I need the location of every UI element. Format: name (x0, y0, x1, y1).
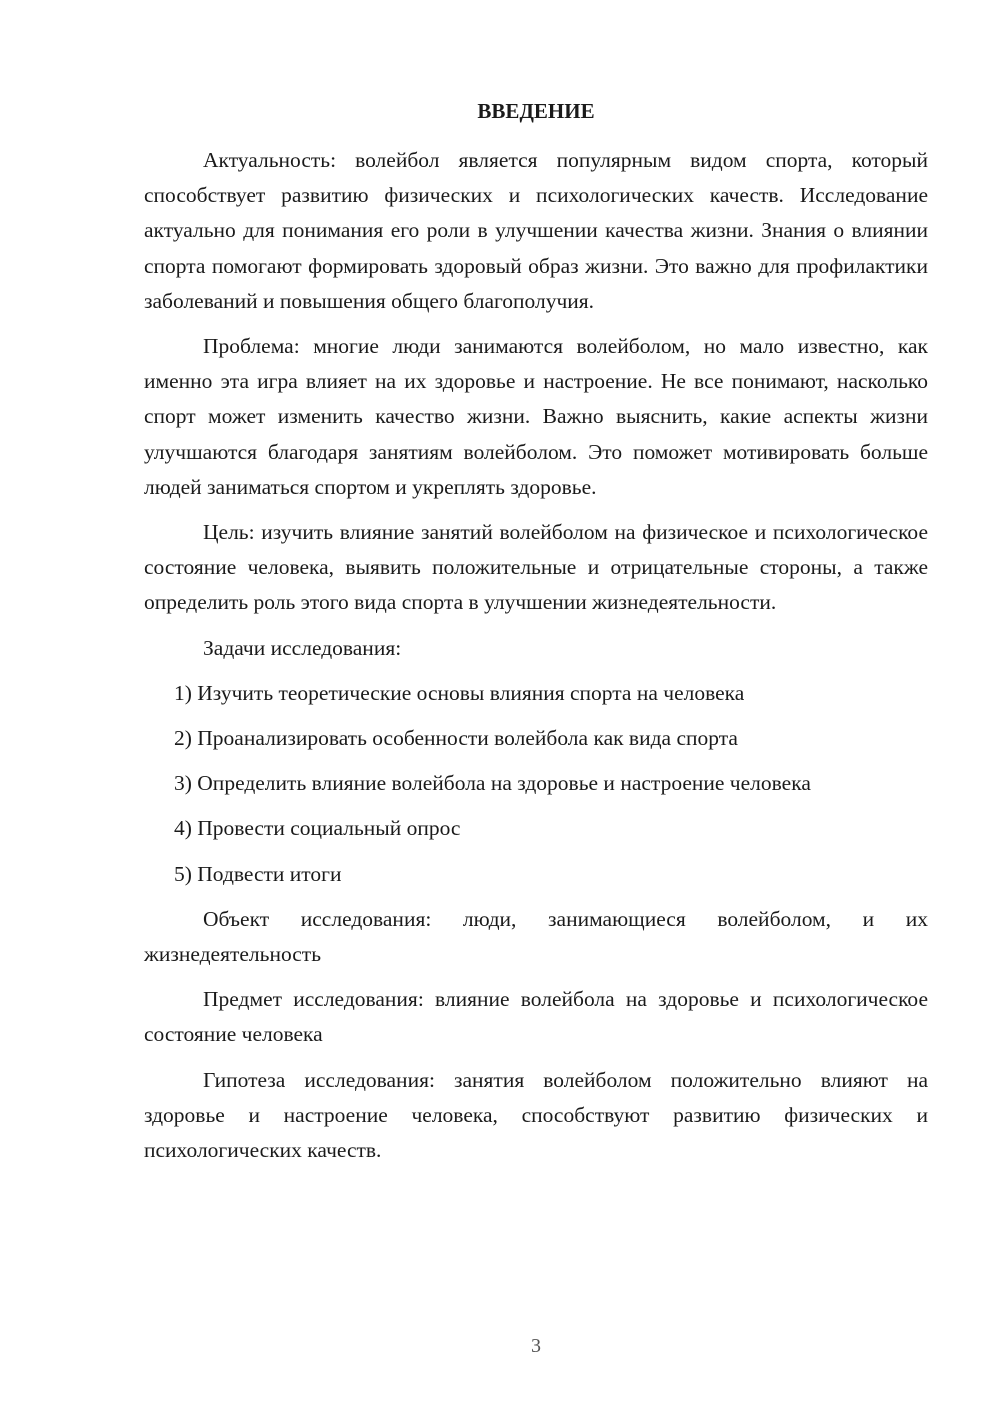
list-item: 1) Изучить теоретические основы влияния спорта на человека (174, 680, 745, 705)
tasks-list (144, 676, 928, 892)
list-item: 4) Провести социальный опрос (174, 816, 461, 841)
list-item: 2) Проанализировать особенности волейбола как вида спорта (174, 726, 738, 751)
tasks-heading: Задачи исследования: (203, 635, 402, 660)
document-body (144, 143, 928, 1178)
page-number: 3 (531, 1335, 541, 1357)
paragraph-object: Объект исследования: люди, занимающиеся волейболом, и их жизнедеятельность (144, 906, 928, 967)
list-item: 3) Определить влияние волейбола на здоровье и настроение человека (174, 771, 811, 796)
document-page (144, 0, 928, 1414)
list-item: 5) Подвести итоги (174, 861, 342, 886)
paragraph-goal: Цель: изучить влияние занятий волейболом на физическое и психологическое состояние человека, выявить положительные и отрицательные стороны, а также определить роль этого вида спорта в улучшении жизнедеятельности. (144, 520, 928, 615)
paragraph-subject: Предмет исследования: влияние волейбола на здоровье и психологическое состояние человека (144, 987, 928, 1047)
page-title: ВВЕДЕНИЕ (477, 99, 595, 123)
paragraph-relevance: Актуальность: волейбол является популярным видом спорта, который способствует развитию физических и психологических качеств. Исследование актуально для понимания его роли в улучшении качества жизни. Знания о влиянии спорта помогают формировать здоровый образ жизни. Это важно для профилактики заболеваний и повышения общего благополучия. (144, 148, 928, 313)
paragraph-problem: Проблема: многие люди занимаются волейболом, но мало известно, как именно эта игра влияет на их здоровье и настроение. Не все понимают, насколько спорт может изменить качество жизни. Важно выяснить, какие аспекты жизни улучшаются благодаря занятиям волейболом. Это поможет мотивировать больше людей заниматься спортом и укреплять здоровье. (144, 334, 928, 499)
paragraph-hypothesis: Гипотеза исследования: занятия волейболом положительно влияют на здоровье и настроение человека, способствуют развитию физических и психологических качеств. (144, 1067, 928, 1163)
